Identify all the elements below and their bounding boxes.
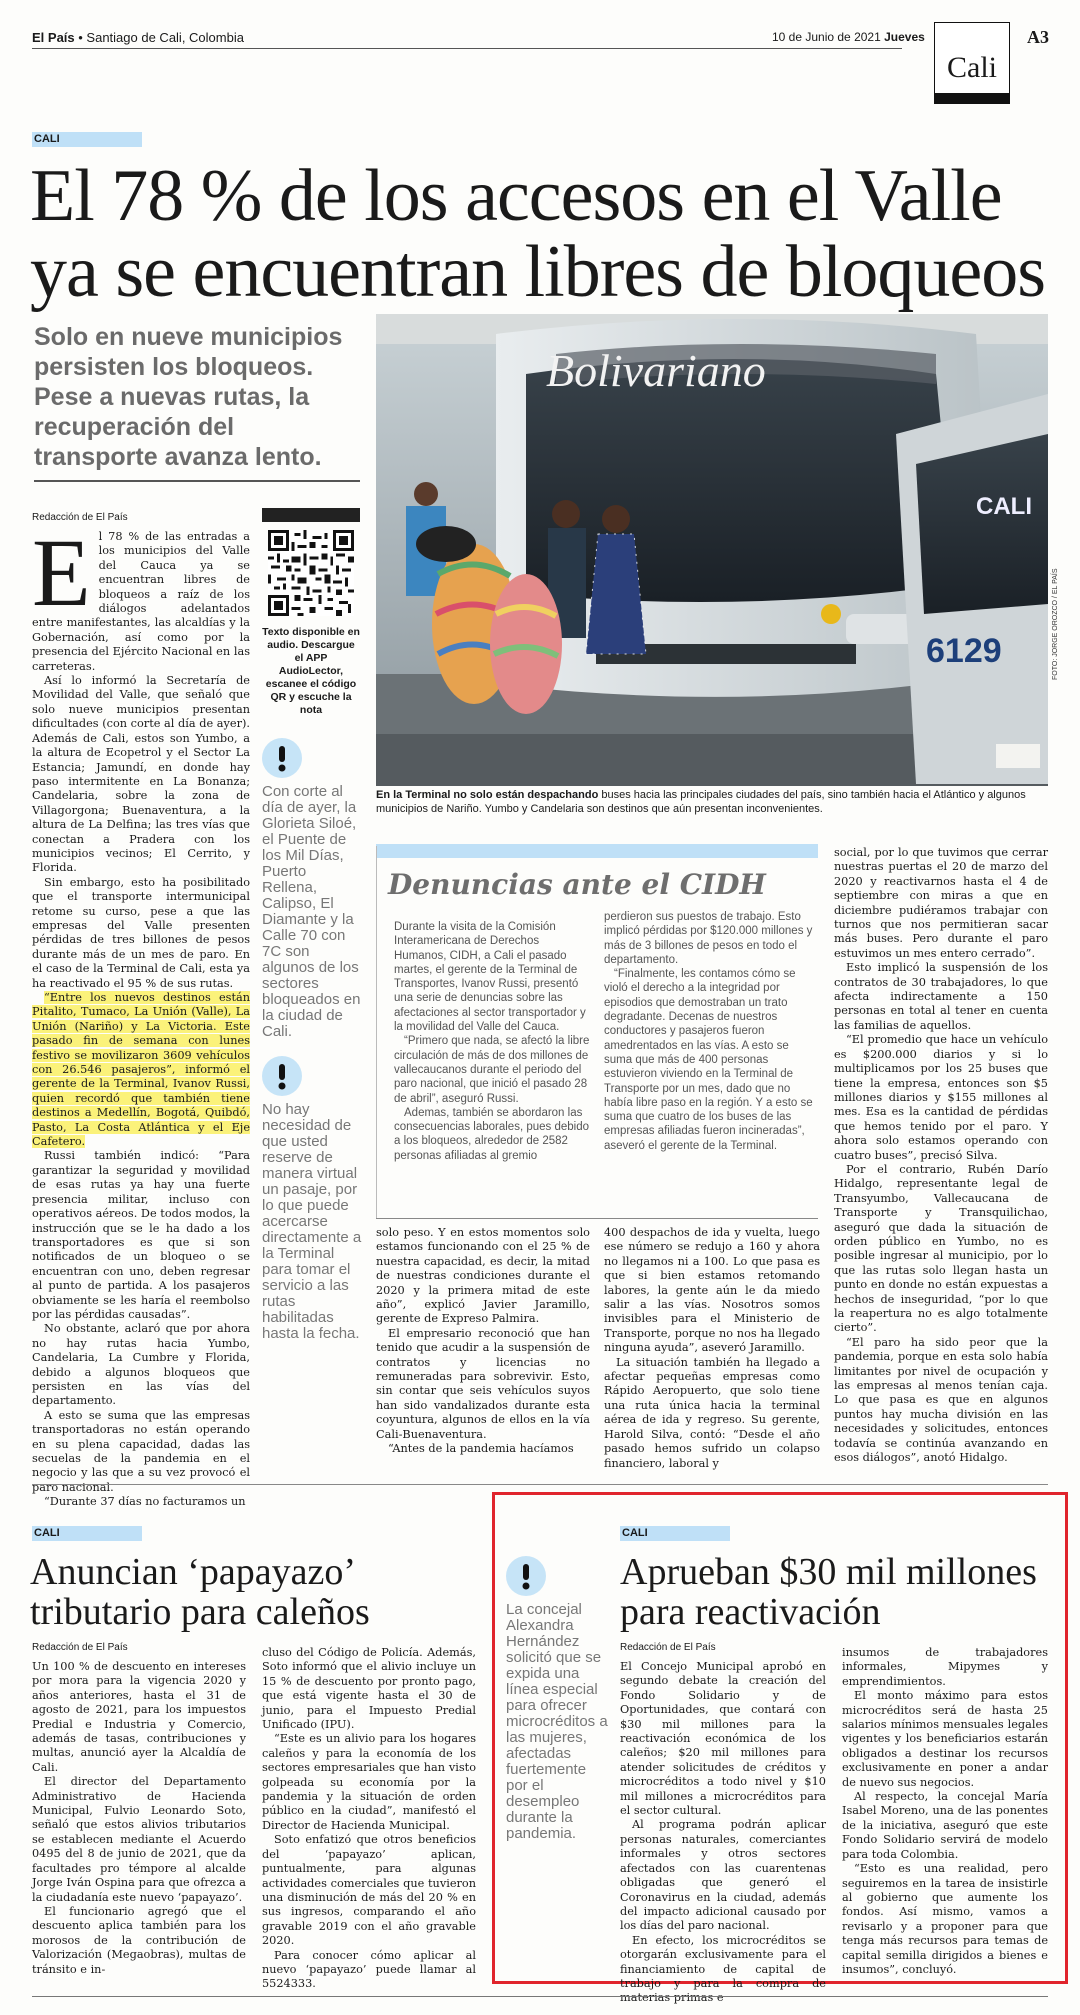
qr-code[interactable]: [268, 530, 354, 616]
exclamation-icon: [506, 1556, 546, 1596]
paragraph: Durante la visita de la Comisión Interamericana de Derechos Humanos, CIDH, a Cali el pasado martes, el gerente de la Terminal de Transportes, Ivanov Russi, presentó una serie de denuncias sobre las afectaciones al sector transportador y la movilidad del Valle del Cauca.: [394, 921, 586, 1034]
story3-column-2: [842, 1646, 1048, 1977]
terminal-bus-photo: [376, 314, 1048, 786]
section-tag: CALI: [32, 1526, 142, 1541]
publication-name: El País: [32, 30, 75, 45]
bus-number: 6129: [926, 632, 1002, 670]
body-column-1: [32, 519, 250, 1510]
exclamation-icon: [262, 738, 302, 778]
main-headline: El 78 % de los accesos en el Valle ya se encuentran libres de bloqueos: [30, 155, 1046, 313]
paragraph: El empresario reconoció que han tenido que acudir a la suspensión de contratos y licencias no remuneradas para sobrevivir. Esto, sin contar que seis vehículos suyos han sido vandalizados durante esta coyuntura, algunos de ellos en la vía Cali-Buenaventura.: [376, 1326, 590, 1441]
qr-header-bar: [262, 508, 360, 522]
paragraph: “El promedio que hace un vehículo es $200.000 diarios y si lo multiplicamos por los 25 buses que tiene la empresa, entonces son $5 millones diarios y $155 millones al mes. Esa es la cantidad de pérdidas que hemos tenido por el paro. Y ahora solo estamos operando con cuatro buses”, precisó Silva.: [834, 1033, 1048, 1162]
photo-caption: En la Terminal no solo están despachando buses hacia las principales ciudades del país, sino también hacia el Atlántico y algunos municipios de Nariño. Yumbo y Candelaria son destinos que aún presentan inconvenientes.: [376, 789, 1026, 815]
paragraph: “Antes de la pandemia hacíamos: [388, 1442, 574, 1456]
section-separator: [32, 1484, 1048, 1485]
paragraph: El director del Departamento Administrativo de Hacienda Municipal, Fulvio Leonardo Soto, señaló que estos alivios tributarios se establecen mediante el Acuerdo 0495 del 8 de junio de 2021, que da facultades pro témpore al alcalde Jorge Iván Ospina para que ofrezca a la ciudadanía este nuevo ‘papayazo’.: [32, 1775, 246, 1904]
issue-date: 10 de Junio de 2021 Jueves: [772, 30, 925, 44]
paragraph: Por el contrario, Rubén Darío Hidalgo, representante legal de Transyumbo, Vallecaucana de Transporte y Transquilichao, aseguró que dada la situación de orden público en Yumbo, no es posible ingresar al municipio, por lo que las rutas solo llegan hasta un punto en donde no están expuestas a hechos de inseguridad, “por lo que la reapertura no es algo totalmente cierto”.: [834, 1162, 1048, 1335]
section-tab: Cali: [934, 22, 1010, 104]
bus-brand-text-2: CALI: [976, 493, 1032, 520]
paragraph: Soto enfatizó que otros beneficios del ‘papayazo’ aplican, puntualmente, para algunas actividades comerciales que tuvieron una disminución de más del 20 % en sus ingresos, comparando el año gravable 2019 con el año gravable 2020.: [262, 1833, 476, 1948]
page-number: A3: [1027, 27, 1049, 47]
exclamation-icon: [262, 1056, 302, 1096]
byline: Redacción de El País: [620, 1642, 716, 1653]
paragraph: El funcionario agregó que el descuento aplica también para los morosos de la contribución de Valorización (Megaobras), multas de tránsito e in-: [32, 1904, 246, 1976]
paragraph: Ademas, también se abordaron las consecuencias laborales, pues debido a los bloqueos, alrededor de 2582 personas afiliadas al gremio: [394, 1106, 589, 1162]
paragraph: Así lo informó la Secretaría de Movilidad del Valle, que señaló que solo nueve municipios presentan dificultades (con corte al día de ayer). Además de Cali, estos son Yumbo, a la altura de Ecopetrol y el Sector La Estancia; Jamundí, en donde hay paso intermitente en La Bonanza; Candelaria, sobre la zona de Villagorgona; Buenaventura, a la altura de La Delfina; las tres vías que conectan a Pradera con los municipios vecinos; El Cerrito, y Florida.: [32, 674, 250, 875]
paragraph: “Este es un alivio para los hogares caleños y para la economía de los sectores empresariales que han visto golpeada su economía por la pandemia y la situación de orden público en la ciudad”, manifestó el Director de Hacienda Municipal.: [262, 1732, 476, 1832]
paragraph: Sin embargo, esto ha posibilitado que el transporte intermunicipal retome su curso, pese a que las empresas del Valle presenten pérdidas de tres billones de pesos durante más de un mes de paro. En el caso de la Terminal de Cali, esta ya ha reactivado el 95 % de sus rutas.: [32, 875, 250, 990]
sidebar-title: Denuncias ante el CIDH: [388, 868, 766, 901]
story2-column-2: [262, 1646, 476, 1992]
paragraph: Al programa podrán aplicar personas naturales, comerciantes informales y otros sectores afectados con las cuarentenas obligadas que generó el Coronavirus en la ciudad, además del impacto adicional causado por los días del paro nacional.: [620, 1818, 826, 1933]
paragraph: Al respecto, la concejal María Isabel Moreno, una de las ponentes de la iniciativa, aseguró que este Fondo Solidario servirá de modelo para toda Colombia.: [842, 1790, 1048, 1861]
paragraph: Un 100 % de descuento en intereses por mora para la vigencia 2020 y años anteriores, hasta el 31 de agosto de 2021, para los impuestos Predial e Industria y Comercio, además de tasas, contribuciones y multas, anunció ayer la Alcaldía de Cali.: [32, 1660, 246, 1774]
paragraph: l 78 % de las entradas a los municipios del Valle del Cauca ya se encuentran libres de bloqueos a raíz de los diálogos adelantados entre manifestantes, las alcaldías y la Gobernación, así como por la presencia del Ejército Nacional en las carreteras.: [32, 530, 250, 673]
paragraph: 400 despachos de ida y vuelta, luego ese número se redujo a 160 y ahora no llegamos ni a 100. Lo que pasa es que si bien estamos retomando labores, la gente aún le da miedo salir a las vías. Nosotros somos invisibles para el Ministerio de Transporte, porque no nos ha llegado ninguna ayuda”, aseveró Jaramillo.: [604, 1226, 820, 1355]
paragraph: En efecto, los microcréditos se otorgarán exclusivamente para el financiamiento de capital de trabajo y para la compra de materias primas e: [620, 1933, 826, 2005]
paragraph: La situación también ha llegado a afectar pequeñas empresas como Rápido Aeropuerto, que solo tiene una ruta única hacia la terminal aérea de ida y regreso. Su gerente, Harold Silva, contó: “Desde el año pasado hemos sufrido un colapso financiero, laboral y: [604, 1355, 820, 1470]
paragraph: A esto se suma que las empresas transportadoras no están operando en su plena capacidad, dadas las secuelas de la pandemia en el negocio y las que a su vez provocó el paro nacional.: [32, 1408, 250, 1494]
subdeck-rule: [34, 480, 360, 482]
qr-instructions: Texto disponible en audio. Descargue el APP AudioLector, escanee el código QR y escuche la nota: [262, 626, 360, 716]
section-tag: CALI: [620, 1526, 730, 1541]
highlighted-paragraph: “Entre los nuevos destinos están Pitalito, Tumaco, La Unión (Valle), La Unión (Nariño) y La Victoria. Este pasado fin de semana con lunes festivo se movilizaron 3609 vehículos con 26.546 pasajeros”, informó el gerente de la Terminal, Ivanov Russi, quien recordó que también tiene destinos a Medellín, Bogotá, Quibdó, Pasto, La Costa Atlántica y el Eje Cafetero.: [32, 991, 250, 1149]
body-column-4: [604, 1226, 820, 1471]
story3-headline: Aprueban $30 mil millones para reactivación: [620, 1551, 1037, 1633]
byline: Redacción de El País: [32, 1642, 128, 1653]
paragraph: El Concejo Municipal aprobó en segundo debate la creación del Fondo Solidario y de Oportunidades, que contará con $30 mil millones para la reactivación económica de los caleños; $20 mil millones para atender solicitudes de créditos y microcréditos a todo nivel y $10 mil millones a microcréditos para el sector cultural.: [620, 1660, 826, 1818]
paragraph: social, por lo que tuvimos que cerrar nuestras puertas el 20 de marzo del 2020 y reactivarnos hasta el 4 de septiembre con miras a que en diciembre pudiéramos trabajar con turnos que nos permitieran sacar más buses. Pero durante el paro estuvimos un mes entero cerrado”.: [834, 846, 1048, 960]
sidebar-column-1: [394, 920, 590, 1163]
sidebar-bar: [376, 844, 818, 858]
sidebar-column-2: [604, 910, 814, 1153]
header-rule: [32, 48, 902, 49]
paragraph: perdieron sus puestos de trabajo. Esto implicó pérdidas por $120.000 millones y más de 3 billones de pesos en todo el departamento.: [604, 911, 813, 966]
paragraph: “Finalmente, les contamos cómo se violó el derecho a la integridad por episodios que demostraban un trato degradante. Decenas de nuestros conductores y pasajeros fueron amedrentados en las vías. A esto se suma que más de 400 personas estuvieron viviendo en la Terminal de Transporte por un mes, dado que no había libre paso en la región. Y a esto se suma que cuatro de los buses de las empresas afiliadas fueron incineradas”, aseveró el gerente de la Terminal.: [604, 968, 813, 1152]
paragraph: Esto implicó la suspensión de los contratos de 30 trabajadores, lo que afecta indirectamente a 150 personas en total al tener en cuenta las familias de aquellos.: [834, 961, 1048, 1032]
masthead: El País • Santiago de Cali, Colombia: [32, 30, 244, 45]
paragraph: “El paro ha sido peor que la pandemia, porque en esta solo había limitantes por nivel de ocupación y las empresas al menos tenían caja. Lo que pasa es que en algunos puntos hay mucha división en las necesidades y solicitudes, entonces todavía se continúa avanzando en esos diálogos”, anotó Hidalgo.: [834, 1335, 1048, 1465]
body-column-5: [834, 846, 1048, 1465]
sidebar-bottom-rule: [376, 1218, 818, 1219]
sidebar-border: [376, 846, 377, 1218]
paragraph: El monto máximo para estos microcréditos será de hasta 25 salarios mínimos mensuales legales vigentes y los beneficiarios estarán obligados a destinar los recursos exclusivamente en poner a andar de nuevo sus negocios.: [842, 1689, 1048, 1789]
aside-note-2: No hay necesidad de que usted reserve de manera virtual un pasaje, por lo que puede acercarse directamente a la Terminal para tomar el servicio a las rutas habilitadas hasta la fecha.: [262, 1101, 362, 1342]
paragraph: “Durante 37 días no facturamos un: [44, 1495, 246, 1509]
aside-note-3: La concejal Alexandra Hernández solicitó que se expida una línea especial para ofrecer microcréditos a las mujeres, afectadas fuertemente por el desempleo durante la pandemia.: [506, 1601, 608, 1842]
byline: Redacción de El País: [32, 512, 128, 523]
paragraph: Para conocer cómo aplicar al nuevo ‘papayazo’ puede llamar al 5524333.: [262, 1948, 476, 1991]
aside-note-1: Con corte al día de ayer, la Glorieta Siloé, el Puente de los Mil Días, Puerto Rellena, Calipso, El Diamante y la Calle 70 con 7C son algunos de los sectores bloqueados en la ciudad de Cali.: [262, 783, 361, 1040]
paragraph: Russi también indicó: “Para garantizar la seguridad y movilidad de esas rutas ya hay una fuerte presencia militar, incluso con operativos aéreos. De todos modos, la instrucción que se le ha dado a los transportadores es que si son notificados de un bloqueo o se encuentran con uno, deben regresar al punto de partida. A los pasajeros obviamente se les haría el reembolso por las pérdidas causadas”.: [32, 1149, 250, 1321]
bus-brand-text: Bolivariano: [546, 345, 766, 396]
location: Santiago de Cali, Colombia: [86, 30, 244, 45]
story2-column-1: [32, 1660, 246, 1977]
paragraph: “Primero que nada, se afectó la libre circulación de más de dos millones de vallecaucanos durante el periodo del paro nacional, que inició el pasado 28 de abril”, aseguró Russi.: [394, 1035, 590, 1105]
paragraph: solo peso. Y en estos momentos solo estamos funcionando con el 25 % de nuestra capacidad, es decir, la mitad de nuestras condiciones durante el 2020 y la primera mitad de este año”, explicó Javier Jaramillo, gerente de Expreso Palmira.: [376, 1226, 590, 1326]
photo-credit: FOTO: JORGE OROZCO / EL PAÍS: [1052, 568, 1059, 680]
paragraph: insumos de trabajadores informales, Mipymes y emprendimientos.: [842, 1646, 1048, 1688]
section-tag: CALI: [32, 132, 142, 147]
subdeck: Solo en nueve municipios persisten los bloqueos. Pese a nuevas rutas, la recuperación del transporte avanza lento.: [34, 323, 343, 471]
story3-column-1: [620, 1660, 826, 2006]
paragraph: cluso del Código de Policía. Además, Soto informó que el alivio incluye un 15 % de descuento por pronto pago, que está vigente hasta el 30 de junio, para el Impuesto Predial Unificado (IPU).: [262, 1646, 476, 1732]
photo-illustration: [376, 314, 1048, 786]
story2-headline: Anuncian ‘papayazo’ tributario para caleños: [30, 1551, 370, 1633]
body-column-3: [376, 1226, 590, 1457]
page-bottom-rule: [32, 1996, 1048, 1997]
paragraph: “Esto es una realidad, pero seguiremos en la tarea de insistirle al gobierno que aumente los fondos. Así mismo, vamos a revisarlo y a proponer para que tenga más recursos para temas de capital semilla dirigidos a bienes e insumos”, concluyó.: [842, 1862, 1048, 1976]
dropcap: E: [32, 519, 91, 626]
paragraph: No obstante, aclaró que por ahora no hay rutas hacia Yumbo, Candelaria, La Cumbre y Florida, debido a algunos bloqueos que persisten en las vías del departamento.: [32, 1322, 250, 1408]
